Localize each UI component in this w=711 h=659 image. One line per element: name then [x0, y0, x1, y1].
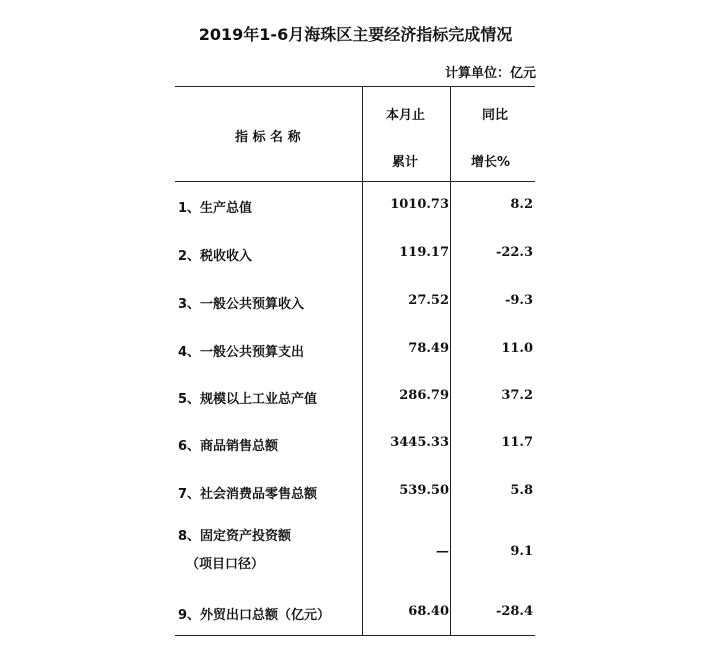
- header-growth-line2: 增长%: [471, 155, 511, 170]
- row-value-fixed-investment: —: [436, 544, 449, 559]
- row-growth-industrial-output: 37.2: [501, 388, 533, 403]
- header-bottom-rule: [175, 181, 535, 182]
- row-label-exports: 9、外贸出口总额（亿元）: [178, 608, 331, 623]
- column-divider-1: [362, 86, 363, 635]
- row-growth-budget-revenue: -9.3: [504, 293, 533, 308]
- header-cumulative-line2: 累计: [392, 155, 419, 170]
- row-label-fixed-investment-note: （项目口径）: [186, 557, 265, 572]
- table-top-rule: [175, 86, 535, 87]
- page-title: 2019年1-6月海珠区主要经济指标完成情况: [198, 25, 513, 44]
- row-growth-retail-sales: 5.8: [510, 483, 533, 498]
- row-value-commodity-sales: 3445.33: [390, 435, 449, 450]
- row-growth-commodity-sales: 11.7: [501, 435, 533, 450]
- header-indicator-name: 指 标 名 称: [235, 130, 301, 145]
- row-value-budget-revenue: 27.52: [408, 293, 449, 308]
- row-value-tax: 119.17: [399, 245, 449, 260]
- row-label-budget-expenditure: 4、一般公共预算支出: [178, 345, 305, 360]
- header-cumulative-line1: 本月止: [386, 108, 426, 123]
- row-value-exports: 68.40: [408, 604, 449, 619]
- row-label-fixed-investment: 8、固定资产投资额: [178, 529, 292, 544]
- row-growth-tax: -22.3: [495, 245, 533, 260]
- unit-label: 计算单位：亿元: [444, 66, 536, 81]
- table-bottom-rule: [175, 635, 535, 636]
- row-value-retail-sales: 539.50: [399, 483, 449, 498]
- row-label-commodity-sales: 6、商品销售总额: [178, 439, 279, 454]
- row-label-tax: 2、税收收入: [178, 249, 253, 264]
- row-growth-budget-expenditure: 11.0: [501, 341, 533, 356]
- header-growth-line1: 同比: [482, 108, 509, 123]
- row-label-gdp: 1、生产总值: [178, 201, 253, 216]
- row-value-gdp: 1010.73: [390, 197, 449, 212]
- row-label-retail-sales: 7、社会消费品零售总额: [178, 487, 318, 502]
- row-growth-gdp: 8.2: [510, 197, 533, 212]
- row-growth-fixed-investment: 9.1: [510, 544, 533, 559]
- row-label-industrial-output: 5、规模以上工业总产值: [178, 392, 318, 407]
- row-value-budget-expenditure: 78.49: [408, 341, 449, 356]
- row-label-budget-revenue: 3、一般公共预算收入: [178, 297, 305, 312]
- column-divider-2: [450, 86, 451, 635]
- row-value-industrial-output: 286.79: [399, 388, 449, 403]
- row-growth-exports: -28.4: [495, 604, 533, 619]
